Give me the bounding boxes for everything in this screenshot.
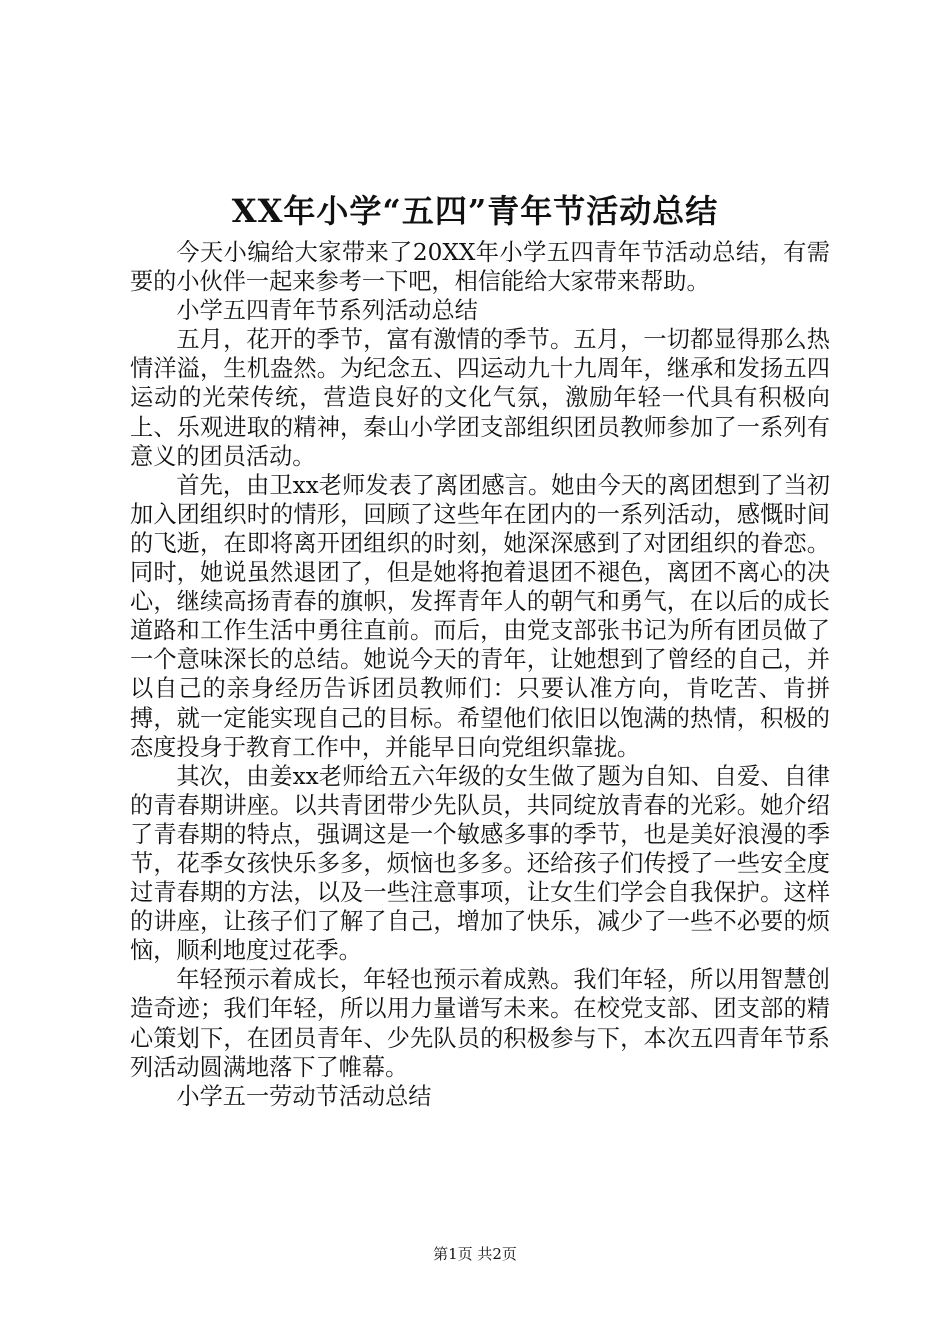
document-title: XX年小学“五四”青年节活动总结 (231, 192, 719, 230)
page-footer: 第1页 共2页 (433, 1245, 517, 1263)
section-heading: 小学五一劳动节活动总结 (176, 1082, 432, 1110)
intro-paragraph: 今天小编给大家带来了20XX年小学五四青年节活动总结，有需要的小伙伴一起来参考一下吧，相信能给大家带来帮助。 (130, 239, 830, 296)
body-paragraph: 首先，由卫xx老师发表了离团感言。她由今天的离团想到了当初加入团组织时的情形，回顾了这些年在团内的一系列活动，感慨时间的飞逝，在即将离开团组织的时刻，她深深感到了对团组织的眷恋。同时，她说虽然退团了，但是她将抱着退团不褪色，离团不离心的决心，继续高扬青春的旗帜，发挥青年人的朝气和勇气，在以后的成长道路和工作生活中勇往直前。而后，由党支部张书记为所有团员做了一个意味深长的总结。她说今天的青年，让她想到了曾经的自己，并以自己的亲身经历告诉团员教师们：只要认准方向，肯吃苦、肯拼搏，就一定能实现自己的目标。希望他们依旧以饱满的热情，积极的态度投身于教育工作中，并能早日向党组织靠拢。 (130, 471, 830, 761)
body-paragraph: 年轻预示着成长，年轻也预示着成熟。我们年轻，所以用智慧创造奇迹；我们年轻，所以用力量谱写未来。在校党支部、团支部的精心策划下，在团员青年、少先队员的积极参与下，本次五四青年节系列活动圆满地落下了帷幕。 (130, 966, 830, 1081)
section-heading: 小学五四青年节系列活动总结 (176, 297, 478, 325)
body-paragraph: 其次，由姜xx老师给五六年级的女生做了题为自知、自爱、自律的青春期讲座。以共青团带少先队员，共同绽放青春的光彩。她介绍了青春期的特点，强调这是一个敏感多事的季节，也是美好浪漫的季节，花季女孩快乐多多，烦恼也多多。还给孩子们传授了一些安全度过青春期的方法，以及一些注意事项，让女生们学会自我保护。这样的讲座，让孩子们了解了自己，增加了快乐，减少了一些不必要的烦恼，顺利地度过花季。 (130, 762, 830, 965)
body-paragraph: 五月，花开的季节，富有激情的季节。五月，一切都显得那么热情洋溢，生机盎然。为纪念五、四运动九十九周年，继承和发扬五四运动的光荣传统，营造良好的文化气氛，激励年轻一代具有积极向上、乐观进取的精神，秦山小学团支部组织团员教师参加了一系列有意义的团员活动。 (130, 326, 830, 470)
document-body (130, 238, 830, 1111)
